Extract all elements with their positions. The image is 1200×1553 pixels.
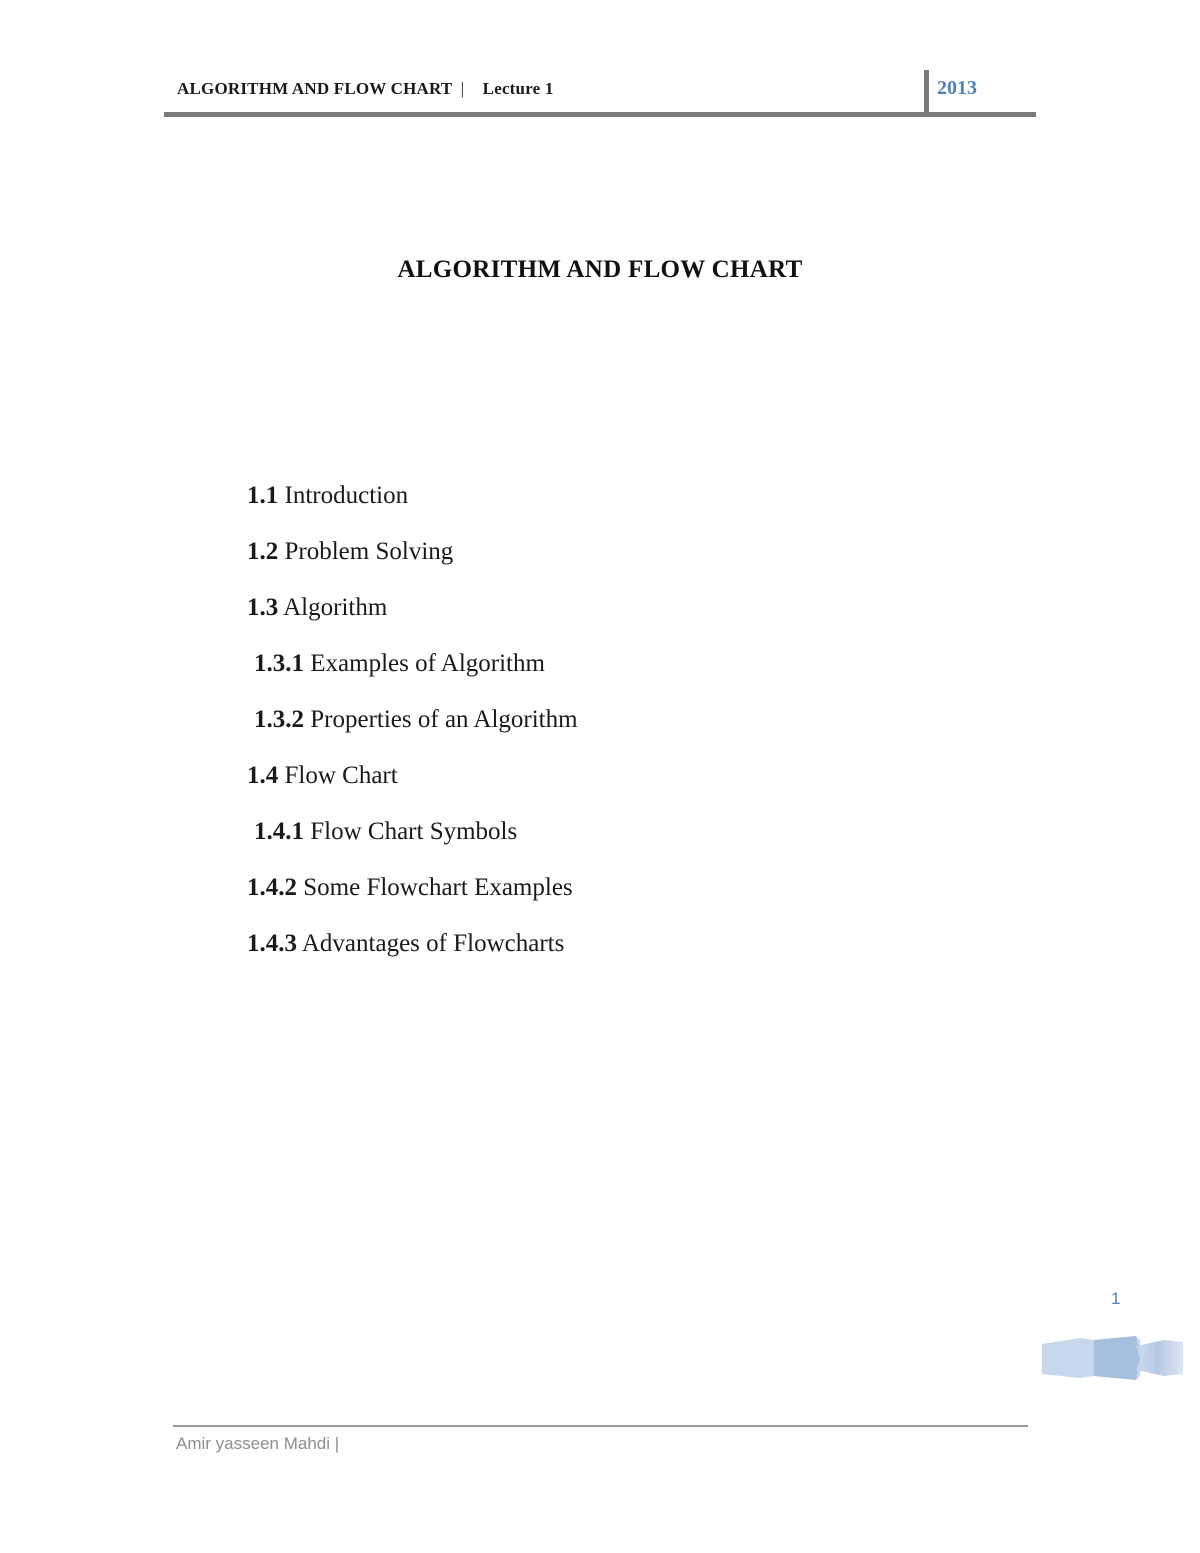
toc-item <box>247 814 578 870</box>
toc-item <box>247 646 578 702</box>
toc-item-number: 1.4 <box>247 762 279 789</box>
toc-item <box>247 702 578 758</box>
toc-item-label: Flow Chart Symbols <box>310 818 518 845</box>
footer-rule <box>173 1425 1028 1427</box>
toc-item-label: Examples of Algorithm <box>310 650 545 677</box>
page-ribbon-decoration <box>1040 1334 1185 1382</box>
toc-item-number: 1.4.1 <box>254 818 304 845</box>
header-lecture: Lecture 1 <box>482 79 554 98</box>
toc-item-label: Flow Chart <box>284 762 398 789</box>
toc-item-label: Some Flowchart Examples <box>303 874 573 901</box>
footer-separator: | <box>334 1434 340 1453</box>
footer-text <box>176 1434 339 1454</box>
header-year: 2013 <box>937 77 977 99</box>
toc-item <box>247 590 578 646</box>
toc-item <box>247 870 578 926</box>
header-divider <box>924 70 929 114</box>
toc-item-label: Problem Solving <box>284 538 454 565</box>
footer-author: Amir yasseen Mahdi <box>176 1434 331 1453</box>
document-title: ALGORITHM AND FLOW CHART <box>397 256 803 283</box>
table-of-contents <box>247 478 578 982</box>
toc-item-number: 1.4.3 <box>247 930 297 957</box>
toc-item <box>247 534 578 590</box>
header-text <box>177 79 554 99</box>
toc-item-number: 1.3.2 <box>254 706 304 733</box>
toc-item-label: Introduction <box>284 482 409 509</box>
toc-item-number: 1.1 <box>247 482 279 509</box>
toc-item <box>247 758 578 814</box>
toc-item-number: 1.3 <box>247 594 279 621</box>
toc-item <box>247 478 578 534</box>
toc-item-number: 1.3.1 <box>254 650 304 677</box>
toc-item-number: 1.2 <box>247 538 279 565</box>
page-header <box>164 70 1036 120</box>
toc-item-label: Advantages of Flowcharts <box>301 930 565 957</box>
toc-item-number: 1.4.2 <box>247 874 297 901</box>
toc-item-label: Algorithm <box>283 594 388 621</box>
toc-item <box>247 926 578 982</box>
header-separator: | <box>460 79 465 98</box>
page-number: 1 <box>1111 1289 1121 1308</box>
toc-item-label: Properties of an Algorithm <box>310 706 578 733</box>
header-title: ALGORITHM AND FLOW CHART <box>177 79 453 98</box>
header-rule <box>164 112 1036 117</box>
